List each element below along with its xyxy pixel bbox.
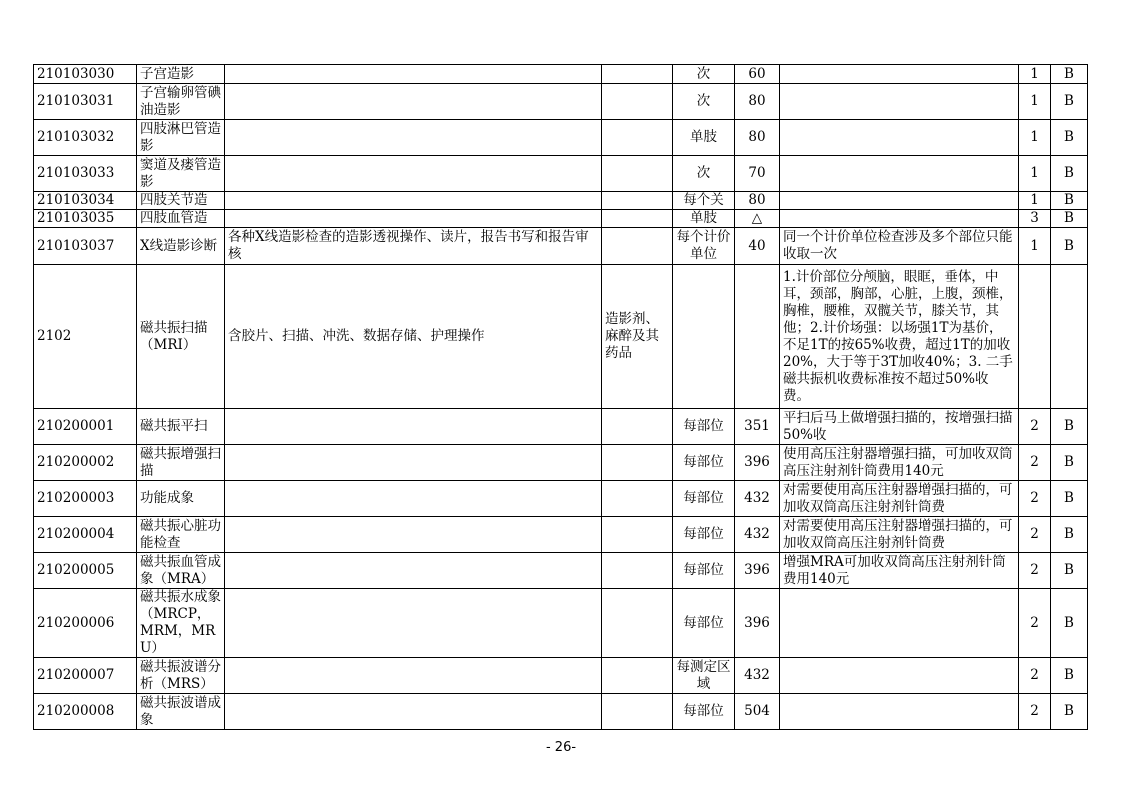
price-cell: 432 (735, 517, 780, 553)
pricing-unit-cell: 每部位 (673, 481, 735, 517)
price-cell: 60 (735, 65, 780, 84)
item-code-cell: 210200003 (34, 481, 137, 517)
category-cell: B (1051, 481, 1088, 517)
table-row (34, 589, 1088, 658)
grade-cell: 1 (1019, 192, 1051, 210)
grade-cell: 2 (1019, 694, 1051, 730)
item-content-cell (225, 694, 602, 730)
item-name-cell: 磁共振波谱成象 (137, 694, 225, 730)
category-cell: B (1051, 156, 1088, 192)
item-content-cell (225, 481, 602, 517)
table-row (34, 228, 1088, 265)
excluded-items-cell (602, 156, 673, 192)
note-cell (780, 120, 1019, 156)
price-cell: 40 (735, 228, 780, 265)
pricing-unit-cell: 次 (673, 84, 735, 120)
table-row (34, 210, 1088, 228)
table-row (34, 192, 1088, 210)
table-row (34, 517, 1088, 553)
item-name-cell: 磁共振水成象（MRCP，MRM，MRU） (137, 589, 225, 658)
category-cell: B (1051, 84, 1088, 120)
price-cell: 396 (735, 589, 780, 658)
item-content-cell (225, 156, 602, 192)
note-cell (780, 694, 1019, 730)
category-cell: B (1051, 409, 1088, 445)
table-row (34, 553, 1088, 589)
item-content-cell (225, 192, 602, 210)
price-cell (735, 265, 780, 409)
excluded-items-cell (602, 65, 673, 84)
excluded-items-cell (602, 409, 673, 445)
pricing-unit-cell: 单肢 (673, 210, 735, 228)
note-cell: 对需要使用高压注射器增强扫描的，可加收双筒高压注射剂针筒费 (780, 481, 1019, 517)
item-content-cell (225, 658, 602, 694)
pricing-unit-cell: 次 (673, 65, 735, 84)
category-cell: B (1051, 192, 1088, 210)
item-content-cell (225, 210, 602, 228)
pricing-unit-cell: 每部位 (673, 553, 735, 589)
item-code-cell: 2102 (34, 265, 137, 409)
item-name-cell: 功能成象 (137, 481, 225, 517)
note-cell (780, 658, 1019, 694)
note-cell: 对需要使用高压注射器增强扫描的，可加收双筒高压注射剂针筒费 (780, 517, 1019, 553)
price-cell: 432 (735, 481, 780, 517)
excluded-items-cell: 造影剂、麻醉及其药品 (602, 265, 673, 409)
item-code-cell: 210200007 (34, 658, 137, 694)
pricing-unit-cell (673, 265, 735, 409)
item-code-cell: 210103033 (34, 156, 137, 192)
price-cell: 432 (735, 658, 780, 694)
price-cell: △ (735, 210, 780, 228)
price-cell: 80 (735, 84, 780, 120)
item-name-cell: 磁共振平扫 (137, 409, 225, 445)
note-cell (780, 65, 1019, 84)
excluded-items-cell (602, 694, 673, 730)
pricing-unit-cell: 次 (673, 156, 735, 192)
category-cell: B (1051, 445, 1088, 481)
note-cell (780, 210, 1019, 228)
item-name-cell: X线造影诊断 (137, 228, 225, 265)
pricing-unit-cell: 每部位 (673, 589, 735, 658)
grade-cell: 1 (1019, 120, 1051, 156)
note-cell: 使用高压注射器增强扫描，可加收双筒高压注射剂针筒费用140元 (780, 445, 1019, 481)
grade-cell: 1 (1019, 156, 1051, 192)
excluded-items-cell (602, 658, 673, 694)
category-cell: B (1051, 210, 1088, 228)
price-cell: 504 (735, 694, 780, 730)
item-content-cell (225, 65, 602, 84)
grade-cell: 2 (1019, 517, 1051, 553)
item-code-cell: 210103037 (34, 228, 137, 265)
price-cell: 80 (735, 120, 780, 156)
item-name-cell: 磁共振增强扫描 (137, 445, 225, 481)
grade-cell: 1 (1019, 84, 1051, 120)
pricing-unit-cell: 每测定区域 (673, 658, 735, 694)
pricing-unit-cell: 每个计价单位 (673, 228, 735, 265)
excluded-items-cell (602, 210, 673, 228)
category-cell: B (1051, 228, 1088, 265)
item-code-cell: 210200004 (34, 517, 137, 553)
note-cell (780, 84, 1019, 120)
note-cell: 增强MRA可加收双筒高压注射剂针筒费用140元 (780, 553, 1019, 589)
table-row (34, 481, 1088, 517)
category-cell: B (1051, 589, 1088, 658)
price-cell: 351 (735, 409, 780, 445)
item-code-cell: 210200008 (34, 694, 137, 730)
item-code-cell: 210103035 (34, 210, 137, 228)
table-row (34, 156, 1088, 192)
excluded-items-cell (602, 553, 673, 589)
pricing-unit-cell: 单肢 (673, 120, 735, 156)
grade-cell: 1 (1019, 65, 1051, 84)
excluded-items-cell (602, 445, 673, 481)
excluded-items-cell (602, 192, 673, 210)
category-cell: B (1051, 65, 1088, 84)
grade-cell: 2 (1019, 658, 1051, 694)
item-name-cell: 磁共振血管成象（MRA） (137, 553, 225, 589)
item-code-cell: 210200006 (34, 589, 137, 658)
category-cell: B (1051, 694, 1088, 730)
item-content-cell (225, 589, 602, 658)
item-code-cell: 210200001 (34, 409, 137, 445)
category-cell: B (1051, 658, 1088, 694)
item-content-cell: 含胶片、扫描、冲洗、数据存储、护理操作 (225, 265, 602, 409)
pricing-unit-cell: 每部位 (673, 445, 735, 481)
item-name-cell: 磁共振波谱分析（MRS） (137, 658, 225, 694)
excluded-items-cell (602, 228, 673, 265)
item-code-cell: 210103034 (34, 192, 137, 210)
item-content-cell (225, 409, 602, 445)
table-row (34, 658, 1088, 694)
excluded-items-cell (602, 517, 673, 553)
grade-cell: 3 (1019, 210, 1051, 228)
table-row (34, 120, 1088, 156)
price-cell: 396 (735, 553, 780, 589)
item-content-cell: 各种X线造影检查的造影透视操作、读片，报告书写和报告审核 (225, 228, 602, 265)
item-name-cell: 四肢淋巴管造影 (137, 120, 225, 156)
excluded-items-cell (602, 589, 673, 658)
fee-table (33, 64, 1088, 730)
note-cell: 同一个计价单位检查涉及多个部位只能收取一次 (780, 228, 1019, 265)
price-cell: 70 (735, 156, 780, 192)
item-name-cell: 磁共振心脏功能检查 (137, 517, 225, 553)
note-cell: 平扫后马上做增强扫描的，按增强扫描50%收 (780, 409, 1019, 445)
item-name-cell: 子宫输卵管碘油造影 (137, 84, 225, 120)
item-code-cell: 210200002 (34, 445, 137, 481)
item-code-cell: 210200005 (34, 553, 137, 589)
item-content-cell (225, 84, 602, 120)
note-cell (780, 589, 1019, 658)
category-cell: B (1051, 553, 1088, 589)
pricing-unit-cell: 每部位 (673, 694, 735, 730)
pricing-unit-cell: 每部位 (673, 517, 735, 553)
item-code-cell: 210103030 (34, 65, 137, 84)
item-name-cell: 四肢关节造 (137, 192, 225, 210)
grade-cell: 2 (1019, 409, 1051, 445)
page-number: - 26- (545, 740, 577, 755)
excluded-items-cell (602, 481, 673, 517)
pricing-unit-cell: 每部位 (673, 409, 735, 445)
table-row (34, 694, 1088, 730)
grade-cell: 2 (1019, 589, 1051, 658)
category-cell: B (1051, 120, 1088, 156)
pricing-unit-cell: 每个关 (673, 192, 735, 210)
table-row (34, 445, 1088, 481)
category-cell (1051, 265, 1088, 409)
item-code-cell: 210103031 (34, 84, 137, 120)
grade-cell: 2 (1019, 481, 1051, 517)
note-cell (780, 192, 1019, 210)
table-row (34, 265, 1088, 409)
table-row (34, 65, 1088, 84)
table-row (34, 409, 1088, 445)
price-cell: 80 (735, 192, 780, 210)
note-cell (780, 156, 1019, 192)
item-content-cell (225, 517, 602, 553)
item-name-cell: 窦道及瘘管造影 (137, 156, 225, 192)
item-name-cell: 磁共振扫描（MRI） (137, 265, 225, 409)
category-cell: B (1051, 517, 1088, 553)
item-content-cell (225, 120, 602, 156)
price-cell: 396 (735, 445, 780, 481)
table-row (34, 84, 1088, 120)
item-name-cell: 四肢血管造 (137, 210, 225, 228)
grade-cell: 2 (1019, 553, 1051, 589)
item-content-cell (225, 445, 602, 481)
grade-cell (1019, 265, 1051, 409)
excluded-items-cell (602, 84, 673, 120)
item-name-cell: 子宫造影 (137, 65, 225, 84)
note-cell: 1.计价部位分颅脑，眼眶，垂体，中耳，颈部，胸部，心脏，上腹，颈椎，胸椎，腰椎，双髋关节，膝关节，其他；2.计价场强：以场强1T为基价，不足1T的按65%收费，超过1T的加收20%，大于等于3T加收40%；3. 二手磁共振机收费标准按不超过50%收费。 (780, 265, 1019, 409)
grade-cell: 2 (1019, 445, 1051, 481)
excluded-items-cell (602, 120, 673, 156)
grade-cell: 1 (1019, 228, 1051, 265)
item-code-cell: 210103032 (34, 120, 137, 156)
item-content-cell (225, 553, 602, 589)
